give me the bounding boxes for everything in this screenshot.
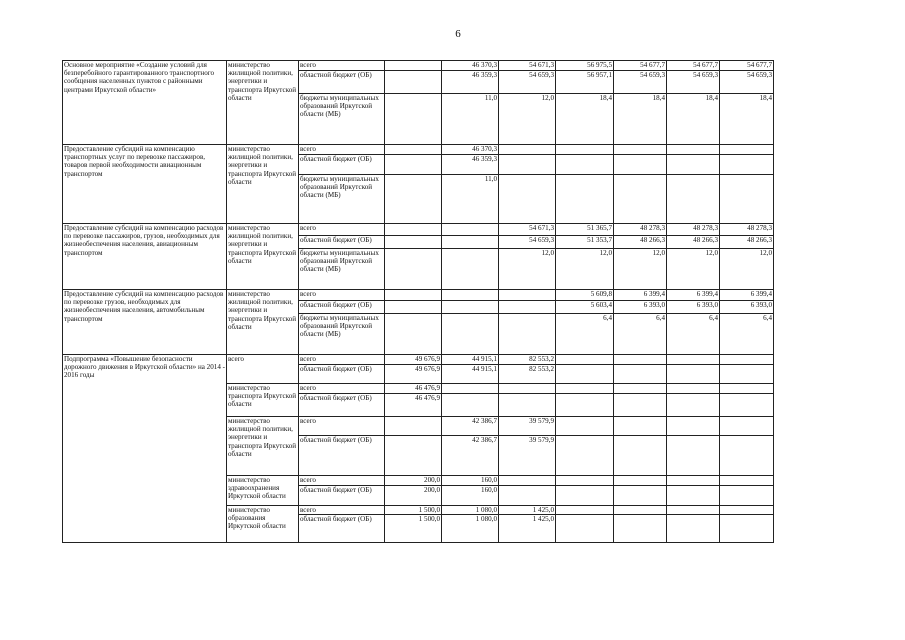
amount-cell: 49 676,9 [385,355,442,365]
table-row [63,145,774,155]
amount-cell: 42 386,7 [442,436,499,476]
amount-cell [556,486,614,506]
amount-cell: 1 425,0 [499,506,556,515]
amount-cell [614,436,667,476]
amount-cell: 48 266,3 [614,236,667,249]
amount-cell [720,436,774,476]
amount-cell [667,155,720,175]
amount-cell [499,301,556,314]
executor-cell: министерство образования Иркутской области [227,506,299,543]
amount-cell: 56 975,5 [556,61,614,71]
amount-cell: 12,0 [499,94,556,145]
amount-cell [667,175,720,224]
amount-cell: 44 915,1 [442,355,499,365]
amount-cell: 54 659,3 [499,236,556,249]
amount-cell [385,314,442,355]
amount-cell: 51 365,7 [556,224,614,236]
source-cell: бюджеты муниципальных образований Иркутской области (МБ) [299,175,385,224]
amount-cell [720,175,774,224]
amount-cell: 12,0 [614,249,667,290]
amount-cell: 160,0 [442,476,499,486]
amount-cell [385,436,442,476]
amount-cell [385,236,442,249]
amount-cell [667,355,720,365]
amount-cell: 46 359,3 [442,71,499,94]
amount-cell [442,301,499,314]
amount-cell [556,145,614,155]
amount-cell: 44 915,1 [442,365,499,384]
source-cell: всего [299,145,385,155]
executor-cell: министерство жилищной политики, энергетики и транспорта Иркутской области [227,61,299,145]
executor-cell: всего [227,355,299,384]
program-name-cell: Предоставление субсидий на компенсацию расходов по перевозке грузов, необходимых для жизнеобеспечения населения, автомобильным транспортом [63,290,227,355]
amount-cell: 48 278,3 [614,224,667,236]
amount-cell [556,365,614,384]
amount-cell [499,486,556,506]
amount-cell [720,355,774,365]
page-number: 6 [455,28,461,40]
amount-cell: 46 476,9 [385,384,442,394]
table-row [63,61,774,71]
amount-cell: 18,4 [614,94,667,145]
amount-cell [385,155,442,175]
amount-cell: 160,0 [442,486,499,506]
amount-cell [720,365,774,384]
source-cell: областной бюджет (ОБ) [299,71,385,94]
budget-table [62,60,774,543]
amount-cell: 1 425,0 [499,515,556,543]
source-cell: всего [299,355,385,365]
amount-cell [614,384,667,394]
amount-cell: 6,4 [556,314,614,355]
amount-cell [385,417,442,436]
amount-cell [385,224,442,236]
amount-cell [614,355,667,365]
amount-cell [499,384,556,394]
program-name-cell: Подпрограмма «Повышение безопасности дорожного движения в Иркутской области» на 2014 - 2016 годы [63,355,227,543]
amount-cell: 11,0 [442,94,499,145]
amount-cell: 18,4 [556,94,614,145]
source-cell: всего [299,476,385,486]
amount-cell [614,506,667,515]
source-cell: областной бюджет (ОБ) [299,436,385,476]
amount-cell [385,94,442,145]
amount-cell: 54 659,3 [614,71,667,94]
amount-cell: 11,0 [442,175,499,224]
executor-cell: министерство транспорта Иркутской области [227,384,299,417]
amount-cell [556,476,614,486]
amount-cell: 48 278,3 [667,224,720,236]
amount-cell: 54 677,7 [720,61,774,71]
amount-cell: 82 553,2 [499,355,556,365]
amount-cell [614,394,667,417]
amount-cell: 48 278,3 [720,224,774,236]
amount-cell [667,436,720,476]
amount-cell [385,290,442,301]
amount-cell: 6 393,0 [667,301,720,314]
amount-cell: 6 399,4 [720,290,774,301]
amount-cell: 6 393,0 [614,301,667,314]
amount-cell [720,417,774,436]
amount-cell: 6,4 [720,314,774,355]
amount-cell [556,155,614,175]
amount-cell [720,506,774,515]
amount-cell: 54 671,3 [499,61,556,71]
source-cell: бюджеты муниципальных образований Иркутской области (МБ) [299,314,385,355]
amount-cell [720,394,774,417]
amount-cell: 200,0 [385,486,442,506]
amount-cell [667,486,720,506]
amount-cell [614,486,667,506]
amount-cell [499,394,556,417]
source-cell: областной бюджет (ОБ) [299,301,385,314]
executor-cell: министерство жилищной политики, энергетики и транспорта Иркутской области [227,290,299,355]
amount-cell [556,506,614,515]
executor-cell: министерство жилищной политики, энергетики и транспорта Иркутской области [227,224,299,290]
amount-cell [720,145,774,155]
amount-cell [667,384,720,394]
amount-cell [667,515,720,543]
table-row [63,355,774,365]
amount-cell [499,290,556,301]
source-cell: областной бюджет (ОБ) [299,394,385,417]
amount-cell [499,314,556,355]
amount-cell: 12,0 [720,249,774,290]
amount-cell: 1 080,0 [442,515,499,543]
amount-cell [385,71,442,94]
source-cell: областной бюджет (ОБ) [299,236,385,249]
amount-cell: 49 676,9 [385,365,442,384]
amount-cell: 54 659,3 [499,71,556,94]
amount-cell: 54 671,3 [499,224,556,236]
executor-cell: министерство жилищной политики, энергетики и транспорта Иркутской области [227,417,299,476]
amount-cell: 6 399,4 [614,290,667,301]
source-cell: областной бюджет (ОБ) [299,515,385,543]
program-name-cell: Предоставление субсидий на компенсацию расходов по перевозке пассажиров, грузов, необходимых для жизнеобеспечения населения, авиационным транспортом [63,224,227,290]
amount-cell [556,175,614,224]
amount-cell [720,384,774,394]
amount-cell [667,417,720,436]
amount-cell [442,394,499,417]
table-row [63,224,774,236]
amount-cell: 48 266,3 [720,236,774,249]
amount-cell [720,486,774,506]
amount-cell: 48 266,3 [667,236,720,249]
amount-cell [720,155,774,175]
amount-cell: 51 353,7 [556,236,614,249]
amount-cell [614,515,667,543]
amount-cell: 46 359,3 [442,155,499,175]
amount-cell [556,417,614,436]
amount-cell [614,365,667,384]
source-cell: областной бюджет (ОБ) [299,365,385,384]
amount-cell: 39 579,9 [499,417,556,436]
amount-cell: 18,4 [720,94,774,145]
source-cell: областной бюджет (ОБ) [299,486,385,506]
amount-cell [556,436,614,476]
program-name-cell: Предоставление субсидий на компенсацию транспортных услуг по перевозке пассажиров, товаров первой необходимости авиационным транспортом [63,145,227,224]
source-cell: всего [299,417,385,436]
amount-cell: 46 476,9 [385,394,442,417]
amount-cell [556,355,614,365]
amount-cell: 46 370,3 [442,145,499,155]
amount-cell: 54 659,3 [720,71,774,94]
amount-cell [614,175,667,224]
amount-cell: 6,4 [614,314,667,355]
amount-cell [385,61,442,71]
amount-cell [385,145,442,155]
source-cell: бюджеты муниципальных образований Иркутской области (МБ) [299,94,385,145]
source-cell: бюджеты муниципальных образований Иркутской области (МБ) [299,249,385,290]
source-cell: всего [299,61,385,71]
amount-cell [499,145,556,155]
amount-cell [499,476,556,486]
amount-cell [442,236,499,249]
amount-cell: 200,0 [385,476,442,486]
amount-cell: 54 677,7 [614,61,667,71]
amount-cell: 1 500,0 [385,515,442,543]
amount-cell: 5 609,8 [556,290,614,301]
amount-cell: 6 393,0 [720,301,774,314]
amount-cell [614,476,667,486]
amount-cell [556,515,614,543]
amount-cell: 54 677,7 [667,61,720,71]
amount-cell [720,476,774,486]
amount-cell [614,155,667,175]
amount-cell [556,384,614,394]
amount-cell: 46 370,3 [442,61,499,71]
amount-cell [614,145,667,155]
amount-cell [667,506,720,515]
amount-cell: 18,4 [667,94,720,145]
amount-cell: 39 579,9 [499,436,556,476]
amount-cell [385,175,442,224]
executor-cell: министерство здравоохранения Иркутской области [227,476,299,506]
amount-cell [556,394,614,417]
amount-cell: 56 957,1 [556,71,614,94]
source-cell: всего [299,224,385,236]
amount-cell [442,384,499,394]
amount-cell [499,175,556,224]
amount-cell: 6 399,4 [667,290,720,301]
amount-cell: 6,4 [667,314,720,355]
source-cell: всего [299,290,385,301]
amount-cell: 42 386,7 [442,417,499,436]
amount-cell: 1 500,0 [385,506,442,515]
amount-cell: 12,0 [667,249,720,290]
amount-cell: 12,0 [556,249,614,290]
amount-cell [442,314,499,355]
amount-cell [667,476,720,486]
amount-cell: 12,0 [499,249,556,290]
amount-cell [667,394,720,417]
source-cell: областной бюджет (ОБ) [299,155,385,175]
executor-cell: министерство жилищной политики, энергетики и транспорта Иркутской области [227,145,299,224]
source-cell: всего [299,384,385,394]
amount-cell [442,249,499,290]
amount-cell: 54 659,3 [667,71,720,94]
amount-cell: 5 603,4 [556,301,614,314]
amount-cell: 1 080,0 [442,506,499,515]
amount-cell [442,224,499,236]
amount-cell [667,365,720,384]
amount-cell [614,417,667,436]
source-cell: всего [299,506,385,515]
amount-cell [385,301,442,314]
amount-cell [385,249,442,290]
amount-cell [442,290,499,301]
amount-cell [499,155,556,175]
amount-cell: 82 553,2 [499,365,556,384]
amount-cell [720,515,774,543]
amount-cell [667,145,720,155]
program-name-cell: Основное мероприятие «Создание условий для безперебойного гарантированного транспортного сообщения населенных пунктов с районными центрами Иркутской области» [63,61,227,145]
table-row [63,290,774,301]
